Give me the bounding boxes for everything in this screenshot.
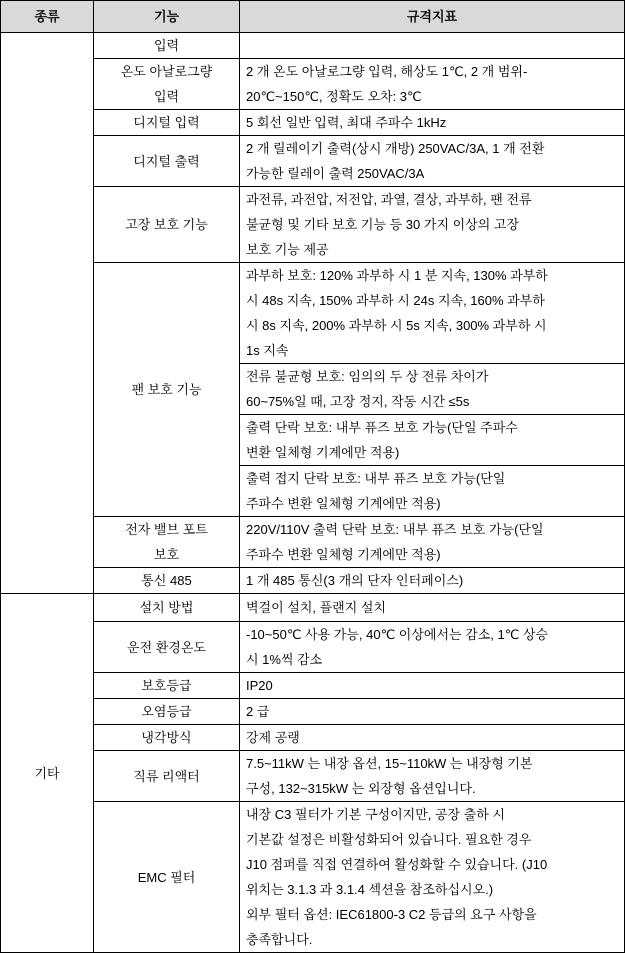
- spec-install: 벽걸이 설치, 플랜지 설치: [240, 594, 625, 622]
- header-function: 기능: [94, 1, 240, 33]
- spec-fault: [240, 187, 625, 263]
- spec-cooling: 강제 공랭: [240, 725, 625, 751]
- func-dc-reactor: 직류 리액터: [94, 751, 240, 802]
- text-line: 주파수 변환 일체형 기계에만 적용): [246, 547, 441, 562]
- spec-emc: [240, 802, 625, 953]
- text-line: 기본값 설정은 비활성화되어 있습니다. 필요한 경우: [246, 832, 532, 847]
- spec-digital-in: 5 회선 일반 입력, 최대 주파수 1kHz: [240, 110, 625, 136]
- text-line: 위치는 3.1.3 과 3.1.4 섹션을 참조하십시오.): [246, 882, 494, 897]
- spec-comm: 1 개 485 통신(3 개의 단자 인터페이스): [240, 568, 625, 594]
- func-pollution: 오염등급: [94, 699, 240, 725]
- text-line: 보호: [153, 547, 180, 562]
- text-line: 충족합니다.: [246, 932, 313, 947]
- text-line: 출력 접지 단락 보호: 내부 퓨즈 보호 가능(단일: [246, 471, 506, 486]
- table-row: [1, 33, 625, 59]
- text-line: 60~75%일 때, 고장 정지, 작동 시간 ≤5s: [246, 394, 470, 409]
- spec-fan-short: [240, 415, 625, 466]
- table-row: [1, 594, 625, 622]
- table-row: [1, 568, 625, 594]
- text-line: -10~50℃ 사용 가능, 40℃ 이상에서는 감소, 1℃ 상승: [246, 627, 549, 642]
- spec-ambient: [240, 622, 625, 673]
- func-temp-analog: [94, 59, 240, 110]
- text-line: 외부 필터 옵션: IEC61800-3 C2 등급의 요구 사항을: [246, 907, 537, 922]
- text-line: 가능한 릴레이 출력 250VAC/3A: [246, 166, 425, 181]
- func-comm: 통신 485: [94, 568, 240, 594]
- text-line: 20℃~150℃, 정확도 오차: 3℃: [246, 89, 422, 104]
- table-row: [1, 136, 625, 187]
- header-row: [1, 1, 625, 33]
- spec-fan-overload: [240, 263, 625, 364]
- text-line: 입력: [153, 89, 180, 104]
- func-fault: 고장 보호 기능: [94, 187, 240, 263]
- text-line: 변환 일체형 기계에만 적용): [246, 445, 400, 460]
- header-category: 종류: [1, 1, 94, 33]
- func-ambient: 운전 환경온도: [94, 622, 240, 673]
- spec-digital-out: [240, 136, 625, 187]
- func-valve: [94, 517, 240, 568]
- table-row: [1, 263, 625, 364]
- table-row: [1, 622, 625, 673]
- func-install: 설치 방법: [94, 594, 240, 622]
- text-line: 시 48s 지속, 150% 과부하 시 24s 지속, 160% 과부하: [246, 293, 545, 308]
- table-row: [1, 517, 625, 568]
- func-digital-in: 디지털 입력: [94, 110, 240, 136]
- table-row: [1, 59, 625, 110]
- spec-temp-analog: [240, 59, 625, 110]
- text-line: J10 점퍼를 직접 연결하여 활성화할 수 있습니다. (J10: [246, 857, 548, 872]
- text-line: 220V/110V 출력 단락 보호: 내부 퓨즈 보호 가능(단일: [246, 522, 544, 537]
- text-line: 구성, 132~315kW 는 외장형 옵션입니다.: [246, 781, 476, 796]
- func-input: 입력: [94, 33, 240, 59]
- text-line: 출력 단락 보호: 내부 퓨즈 보호 가능(단일 주파수: [246, 420, 518, 435]
- spec-input: [240, 33, 625, 59]
- table-row: [1, 187, 625, 263]
- table-row: [1, 802, 625, 953]
- text-line: 2 개 온도 아날로그량 입력, 해상도 1℃, 2 개 범위-: [246, 64, 528, 79]
- text-line: 전류 불균형 보호: 임의의 두 상 전류 차이가: [246, 369, 489, 384]
- spec-valve: [240, 517, 625, 568]
- func-digital-out: 디지털 출력: [94, 136, 240, 187]
- text-line: 과부하 보호: 120% 과부하 시 1 분 지속, 130% 과부하: [246, 268, 548, 283]
- spec-fan-imbalance: [240, 364, 625, 415]
- category-cell: [1, 33, 94, 594]
- table-row: [1, 110, 625, 136]
- spec-dc-reactor: [240, 751, 625, 802]
- text-line: 전자 밸브 포트: [125, 522, 208, 537]
- text-line: 불균형 및 기타 보호 기능 등 30 가지 이상의 고장: [246, 217, 520, 232]
- spec-ip: IP20: [240, 673, 625, 699]
- header-spec: 규격지표: [240, 1, 625, 33]
- func-ip: 보호등급: [94, 673, 240, 699]
- spec-pollution: 2 급: [240, 699, 625, 725]
- text-line: 온도 아날로그량: [120, 64, 213, 79]
- func-emc: EMC 필터: [94, 802, 240, 953]
- spec-fan-ground: [240, 466, 625, 517]
- table-row: [1, 699, 625, 725]
- text-line: 보호 기능 제공: [246, 242, 329, 257]
- text-line: 주파수 변환 일체형 기계에만 적용): [246, 496, 441, 511]
- text-line: 내장 C3 필터가 기본 구성이지만, 공장 출하 시: [246, 807, 505, 822]
- func-cooling: 냉각방식: [94, 725, 240, 751]
- text-line: 2 개 릴레이기 출력(상시 개방) 250VAC/3A, 1 개 전환: [246, 141, 545, 156]
- table-row: [1, 725, 625, 751]
- text-line: 1s 지속: [246, 343, 289, 358]
- text-line: 7.5~11kW 는 내장 옵션, 15~110kW 는 내장형 기본: [246, 756, 533, 771]
- text-line: 시 8s 지속, 200% 과부하 시 5s 지속, 300% 과부하 시: [246, 318, 547, 333]
- category-cell: 기타: [1, 594, 94, 953]
- table-row: [1, 673, 625, 699]
- text-line: 시 1%씩 감소: [246, 652, 323, 667]
- func-fan: 팬 보호 기능: [94, 263, 240, 517]
- table-row: [1, 751, 625, 802]
- text-line: 과전류, 과전압, 저전압, 과열, 결상, 과부하, 팬 전류: [246, 192, 532, 207]
